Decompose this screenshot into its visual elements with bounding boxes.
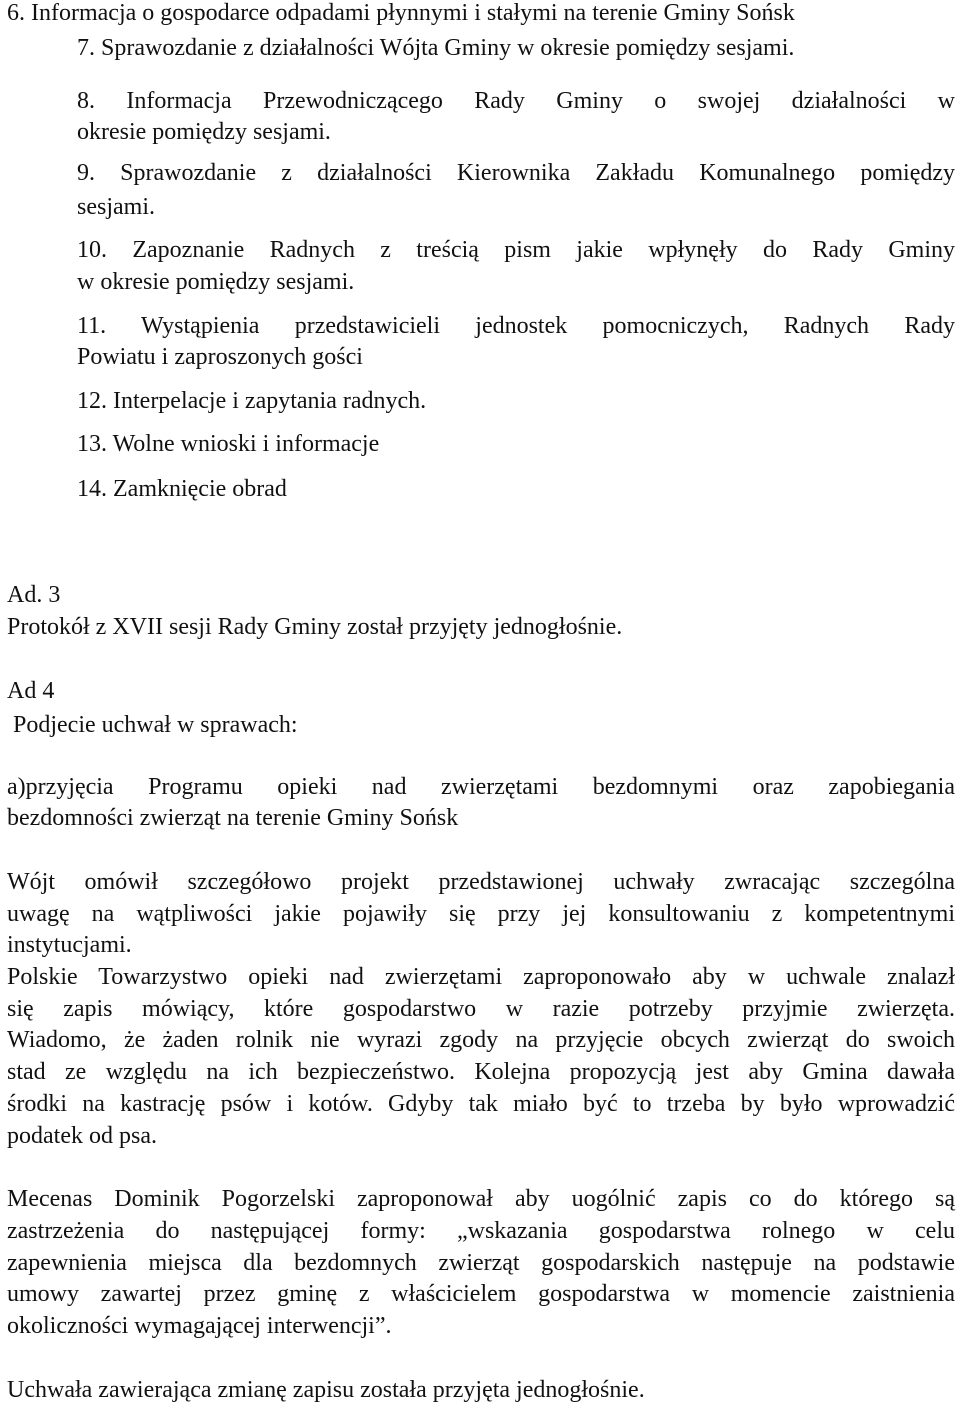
agenda-item-8-line-1: 8. Informacja Przewodniczącego Rady Gminy o swojej działalności w [77,88,955,114]
ad3-heading: Ad. 3 [7,582,61,608]
agenda-item-12: 12. Interpelacje i zapytania radnych. [77,388,427,414]
ad4-paragraph-3-line-2: zastrzeżenia do następującej formy: „wskazania gospodarstwa rolnego w celu [7,1218,955,1244]
agenda-item-11-line-2: Powiatu i zaproszonych gości [77,344,363,370]
ad4-paragraph-3-line-3: zapewnienia miejsca dla bezdomnych zwierząt gospodarskich następuje na podstawie [7,1250,955,1276]
ad4-paragraph-2-line-2: się zapis mówiący, które gospodarstwo w razie potrzeby przyjmie zwierzęta. [7,996,955,1022]
ad4-point-a-line-1: a)przyjęcia Programu opieki nad zwierzętami bezdomnymi oraz zapobiegania [7,774,955,800]
agenda-item-14: 14. Zamknięcie obrad [77,476,287,502]
agenda-item-11-line-1: 11. Wystąpienia przedstawicieli jednostek pomocniczych, Radnych Rady [77,313,955,339]
agenda-item-9-line-1: 9. Sprawozdanie z działalności Kierownika Zakładu Komunalnego pomiędzy [77,160,955,186]
ad4-paragraph-1-line-1: Wójt omówił szczegółowo projekt przedstawionej uchwały zwracając szczególna [7,869,955,895]
ad4-paragraph-1-line-3: instytucjami. [7,932,132,958]
ad4-paragraph-3-line-5: okoliczności wymagającej interwencji”. [7,1313,392,1339]
agenda-item-6: 6. Informacja o gospodarce odpadami płynnymi i stałymi na terenie Gminy Sońsk [7,0,795,26]
ad4-paragraph-2-line-1: Polskie Towarzystwo opieki nad zwierzętami zaproponowało aby w uchwale znalazł [7,964,955,990]
agenda-item-9-line-2: sesjami. [77,194,155,220]
ad4-paragraph-4: Uchwała zawierająca zmianę zapisu została przyjęta jednogłośnie. [7,1377,645,1403]
ad4-paragraph-2-line-6: podatek od psa. [7,1123,157,1149]
agenda-item-10-line-1: 10. Zapoznanie Radnych z treścią pism jakie wpłynęły do Rady Gminy [77,237,955,263]
ad4-paragraph-3-line-1: Mecenas Dominik Pogorzelski zaproponował aby uogólnić zapis co do którego są [7,1186,955,1212]
agenda-item-13: 13. Wolne wnioski i informacje [77,431,380,457]
agenda-item-8-line-2: okresie pomiędzy sesjami. [77,119,331,145]
ad4-paragraph-2-line-4: stad ze względu na ich bezpieczeństwo. Kolejna propozycją jest aby Gmina dawała [7,1059,955,1085]
ad4-paragraph-2-line-5: środki na kastrację psów i kotów. Gdyby tak miało być to trzeba by było wprowadzić [7,1091,955,1117]
ad4-point-a-line-2: bezdomności zwierząt na terenie Gminy Sońsk [7,805,459,831]
ad4-heading: Ad 4 [7,678,55,704]
ad3-text: Protokół z XVII sesji Rady Gminy został przyjęty jednogłośnie. [7,614,623,640]
ad4-paragraph-2-line-3: Wiadomo, że żaden rolnik nie wyrazi zgody na przyjęcie obcych zwierząt do swoich [7,1027,955,1053]
ad4-paragraph-1-line-2: uwagę na wątpliwości jakie pojawiły się przy jej konsultowaniu z kompetentnymi [7,901,955,927]
ad4-paragraph-3-line-4: umowy zawartej przez gminę z właścicielem gospodarstwa w momencie zaistnienia [7,1281,955,1307]
agenda-item-7: 7. Sprawozdanie z działalności Wójta Gminy w okresie pomiędzy sesjami. [77,35,795,61]
agenda-item-10-line-2: w okresie pomiędzy sesjami. [77,269,355,295]
ad4-subheading: Podjecie uchwał w sprawach: [13,712,298,738]
